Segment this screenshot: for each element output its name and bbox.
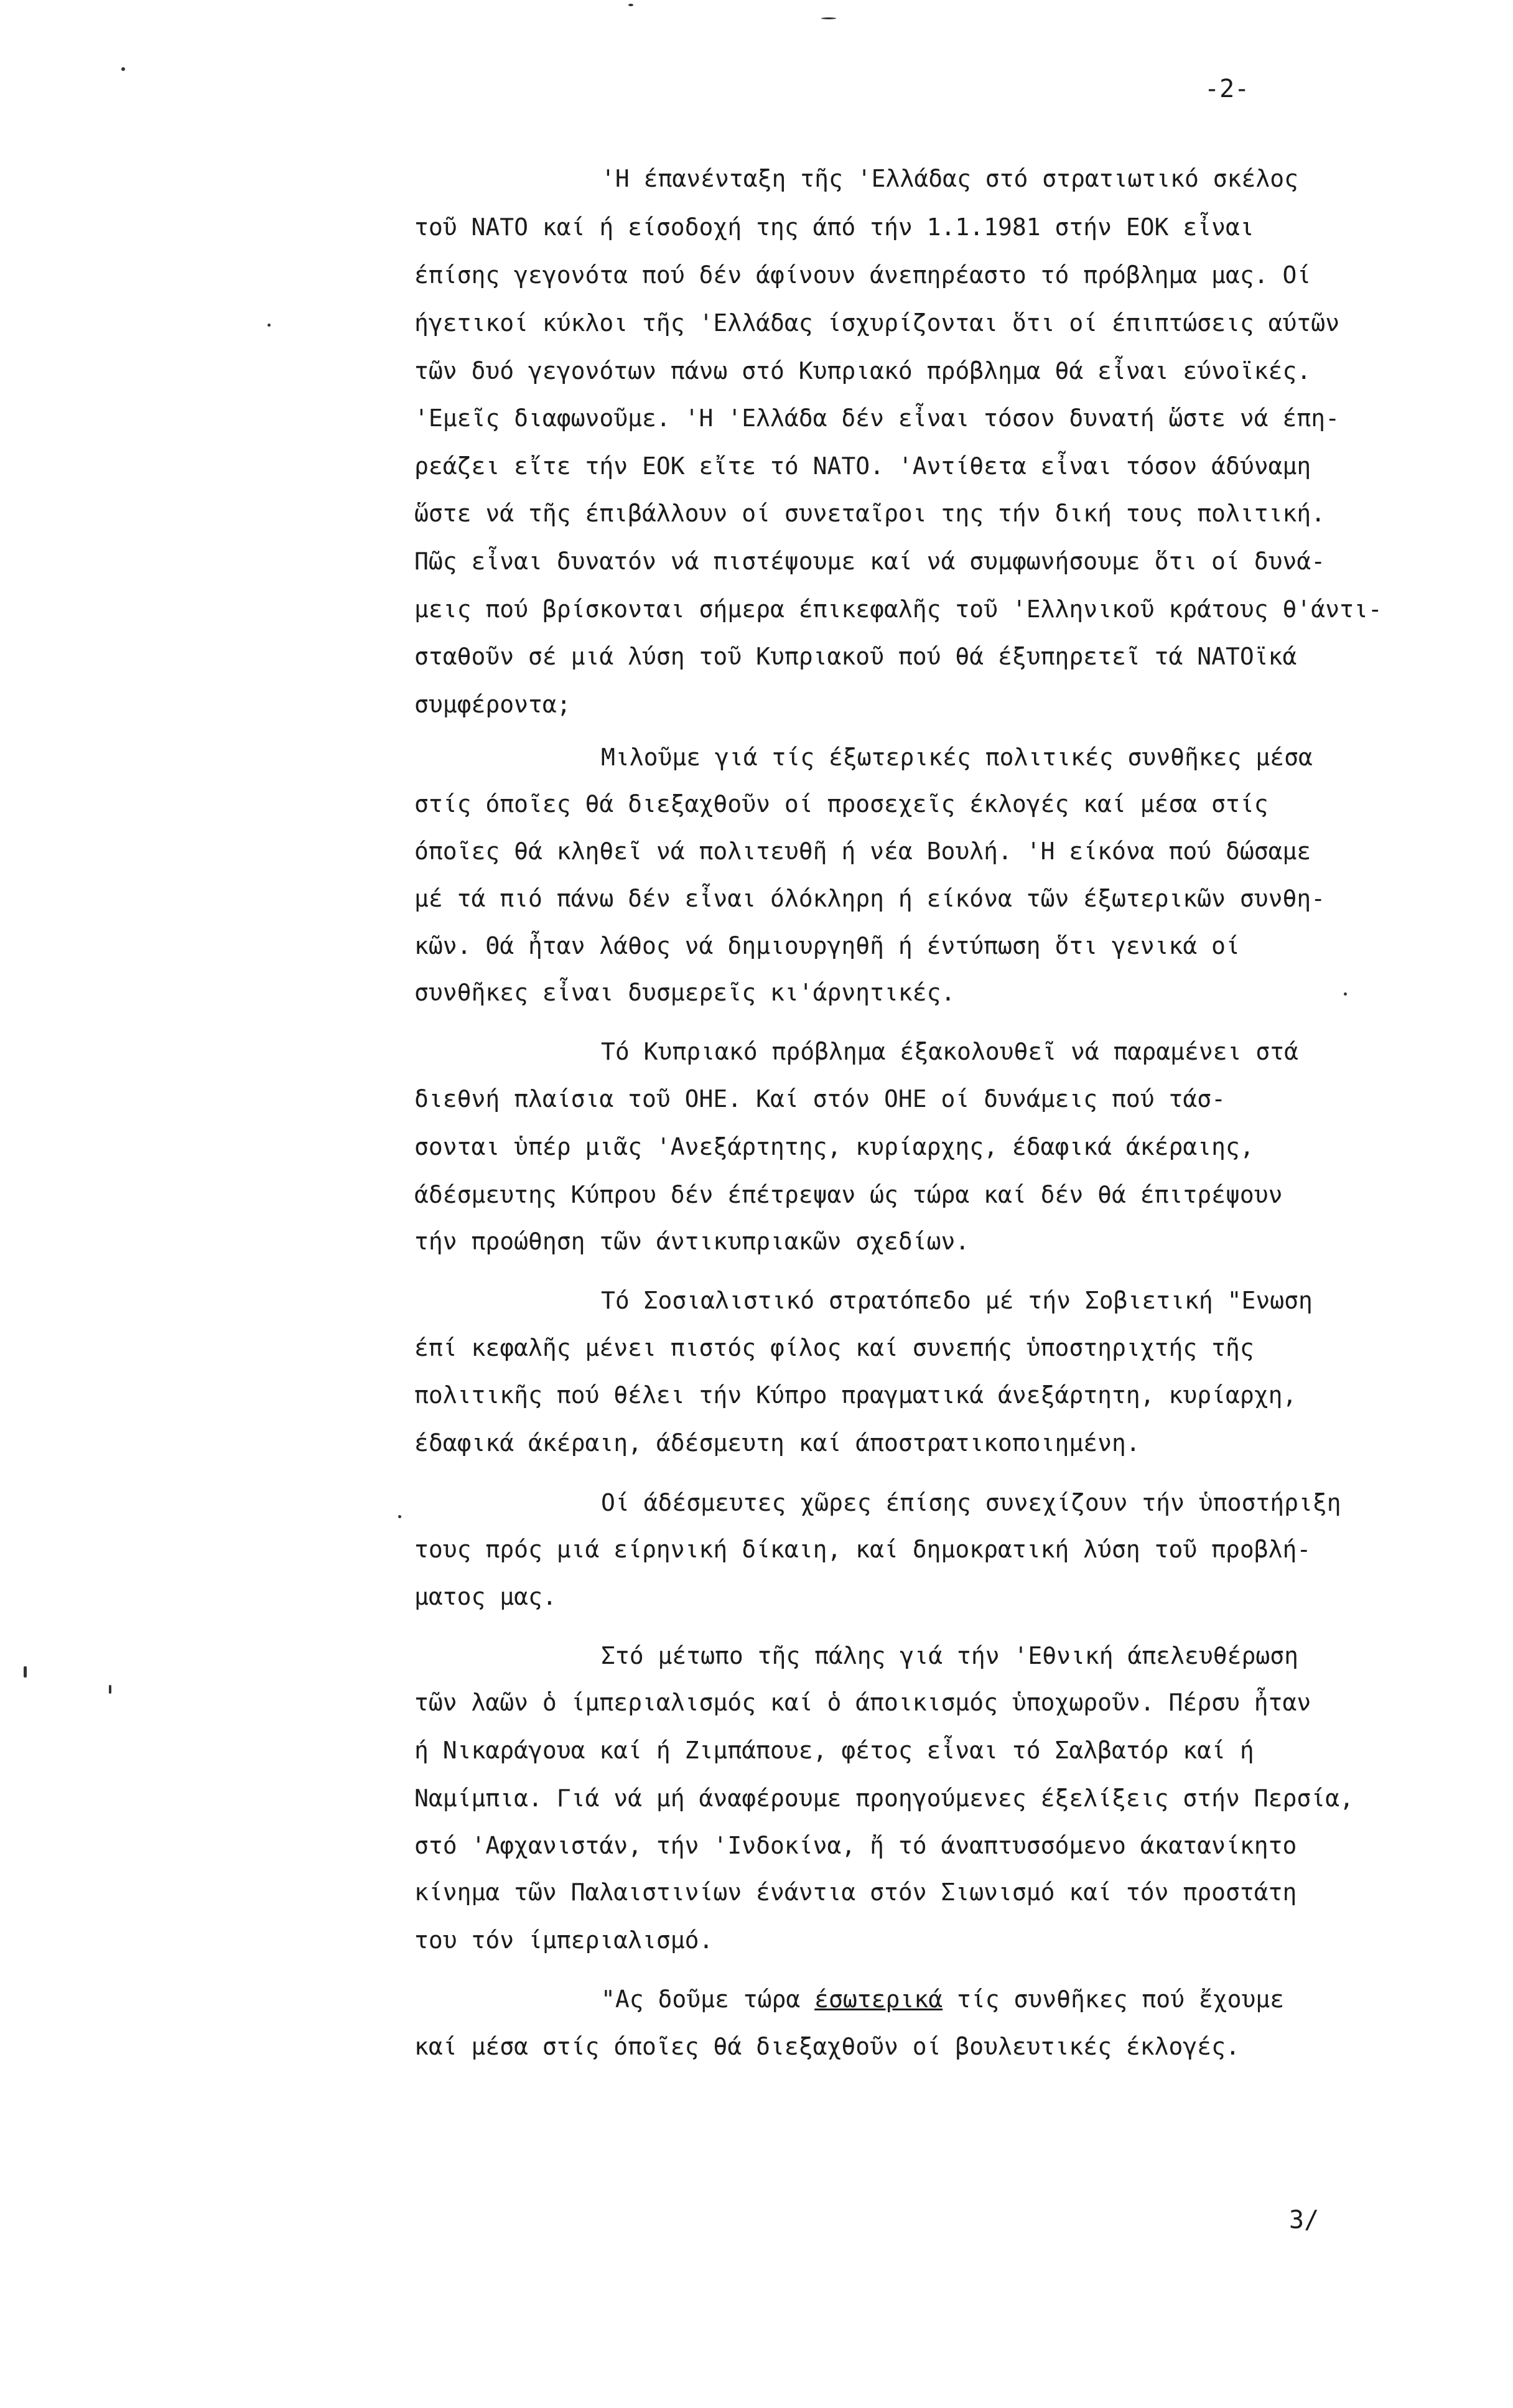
text-line: ήγετικοί κύκλοι τῆς 'Ελλάδας ίσχυρίζονται ὅτι οί έπιπτώσεις αύτῶν xyxy=(414,309,1340,337)
text-line: Οί άδέσμευτες χῶρες έπίσης συνεχίζουν τήν ὑποστήριξη xyxy=(601,1489,1341,1516)
text-line: κίνημα τῶν Παλαιστινίων ένάντια στόν Σιωνισμό καί τόν προστάτη xyxy=(414,1878,1297,1906)
text-line: τους πρός μιά είρηνική δίκαιη, καί δημοκρατική λύση τοῦ προβλή- xyxy=(414,1536,1311,1563)
text-line: σονται ὑπέρ μιᾶς 'Ανεξάρτητης, κυρίαρχης, έδαφικά άκέραιης, xyxy=(414,1133,1254,1160)
text-line: πολιτικῆς πού θέλει τήν Κύπρο πραγματικά άνεξάρτητη, κυρίαρχη, xyxy=(414,1381,1297,1409)
scan-speck xyxy=(821,17,836,19)
text-line: μεις πού βρίσκονται σήμερα έπικεφαλῆς τοῦ 'Ελληνικοῦ κράτους θ'άντι- xyxy=(414,595,1382,623)
text-line: κῶν. Θά ἦταν λάθος νά δημιουργηθῆ ή έντύπωση ὅτι γενικά οί xyxy=(414,932,1240,959)
text-line: καί μέσα στίς όποῖες θά διεξαχθοῦν οί βουλευτικές έκλογές. xyxy=(414,2033,1240,2060)
text-line: τοῦ ΝΑΤΟ καί ή είσοδοχή της άπό τήν 1.1.1981 στήν ΕΟΚ εἶναι xyxy=(414,213,1254,241)
text-line: άδέσμευτης Κύπρου δέν έπέτρεψαν ώς τώρα καί δέν θά έπιτρέψουν xyxy=(414,1181,1283,1208)
text-line: ὥστε νά τῆς έπιβάλλουν οί συνεταῖροι της τήν δική τους πολιτική. xyxy=(414,500,1326,527)
text-line: Πῶς εἶναι δυνατόν νά πιστέψουμε καί νά συμφωνήσουμε ὅτι οί δυνά- xyxy=(414,548,1326,575)
text-line: τῶν λαῶν ὁ ίμπεριαλισμός καί ὁ άποικισμός ὑποχωροῦν. Πέρσυ ἦταν xyxy=(414,1689,1311,1716)
text-line: 'Η έπανένταξη τῆς 'Ελλάδας στό στρατιωτικό σκέλος xyxy=(601,165,1299,192)
text-line: έπί κεφαλῆς μένει πιστός φίλος καί συνεπής ὑποστηριχτής τῆς xyxy=(414,1334,1254,1361)
text-line: τήν προώθηση τῶν άντικυπριακῶν σχεδίων. xyxy=(414,1228,970,1255)
text-line: ρεάζει εἴτε τήν ΕΟΚ εἴτε τό ΝΑΤΟ. 'Αντίθετα εἶναι τόσον άδύναμη xyxy=(414,452,1311,480)
text-line: ματος μας. xyxy=(414,1583,557,1610)
text-line: του τόν ίμπεριαλισμό. xyxy=(414,1926,714,1954)
text-line: Στό μέτωπο τῆς πάλης γιά τήν 'Εθνική άπελευθέρωση xyxy=(601,1642,1299,1669)
text-line: μέ τά πιό πάνω δέν εἶναι όλόκληρη ή είκόνα τῶν έξωτερικῶν συνθη- xyxy=(414,885,1326,912)
scan-speck xyxy=(121,67,125,71)
text-line: διεθνή πλαίσια τοῦ ΟΗΕ. Καί στόν ΟΗΕ οί δυνάμεις πού τάσ- xyxy=(414,1085,1226,1113)
text-line: στό 'Αφχανιστάν, τήν 'Ινδοκίνα, ἤ τό άναπτυσσόμενο άκατανίκητο xyxy=(414,1832,1297,1859)
scan-speck xyxy=(1344,992,1347,996)
text-segment: τίς συνθῆκες πού ἔχουμε xyxy=(943,1986,1285,2013)
text-line: όποῖες θά κληθεῖ νά πολιτευθῆ ή νέα Βουλή. 'Η είκόνα πού δώσαμε xyxy=(414,838,1311,865)
text-line: στίς όποῖες θά διεξαχθοῦν οί προσεχεῖς έκλογές καί μέσα στίς xyxy=(414,790,1269,818)
text-segment: "Ας δοῦμε τώρα xyxy=(601,1986,815,2013)
text-line: συμφέροντα; xyxy=(414,691,571,718)
text-line: σταθοῦν σέ μιά λύση τοῦ Κυπριακοῦ πού θά έξυπηρετεῖ τά ΝΑΤΟϊκά xyxy=(414,643,1297,670)
text-line: Μιλοῦμε γιά τίς έξωτερικές πολιτικές συνθῆκες μέσα xyxy=(601,744,1313,771)
scan-speck xyxy=(268,324,271,327)
text-line: έπίσης γεγονότα πού δέν άφίνουν άνεπηρέαστο τό πρόβλημα μας. Οί xyxy=(414,261,1311,289)
scan-speck xyxy=(398,1515,401,1518)
scan-speck xyxy=(24,1666,27,1678)
text-line: τῶν δυό γεγονότων πάνω στό Κυπριακό πρόβλημα θά εἶναι εύνοϊκές. xyxy=(414,357,1311,385)
text-line: Τό Σοσιαλιστικό στρατόπεδο μέ τήν Σοβιετική "Ενωση xyxy=(601,1287,1313,1314)
text-line: 'Εμεῖς διαφωνοῦμε. 'Η 'Ελλάδα δέν εἶναι τόσον δυνατή ὥστε νά έπη- xyxy=(414,404,1340,432)
scan-speck xyxy=(628,4,633,6)
next-page-marker: 3/ xyxy=(1289,2206,1320,2234)
text-line xyxy=(601,1984,1284,2015)
text-line: συνθῆκες εἶναι δυσμερεῖς κι'άρνητικές. xyxy=(414,979,956,1006)
text-line: ή Νικαράγουα καί ή Ζιμπάπουε, φέτος εἶναι τό Σαλβατόρ καί ή xyxy=(414,1737,1254,1764)
text-line: Τό Κυπριακό πρόβλημα έξακολουθεῖ νά παραμένει στά xyxy=(601,1038,1299,1065)
page-number: -2- xyxy=(1204,75,1250,103)
underlined-word: έσωτερικά xyxy=(814,1986,943,2013)
text-line: έδαφικά άκέραιη, άδέσμευτη καί άποστρατικοποιημένη. xyxy=(414,1429,1140,1457)
scan-speck xyxy=(109,1685,111,1694)
text-line: Ναμίμπια. Γιά νά μή άναφέρουμε προηγούμενες έξελίξεις στήν Περσία, xyxy=(414,1785,1354,1812)
